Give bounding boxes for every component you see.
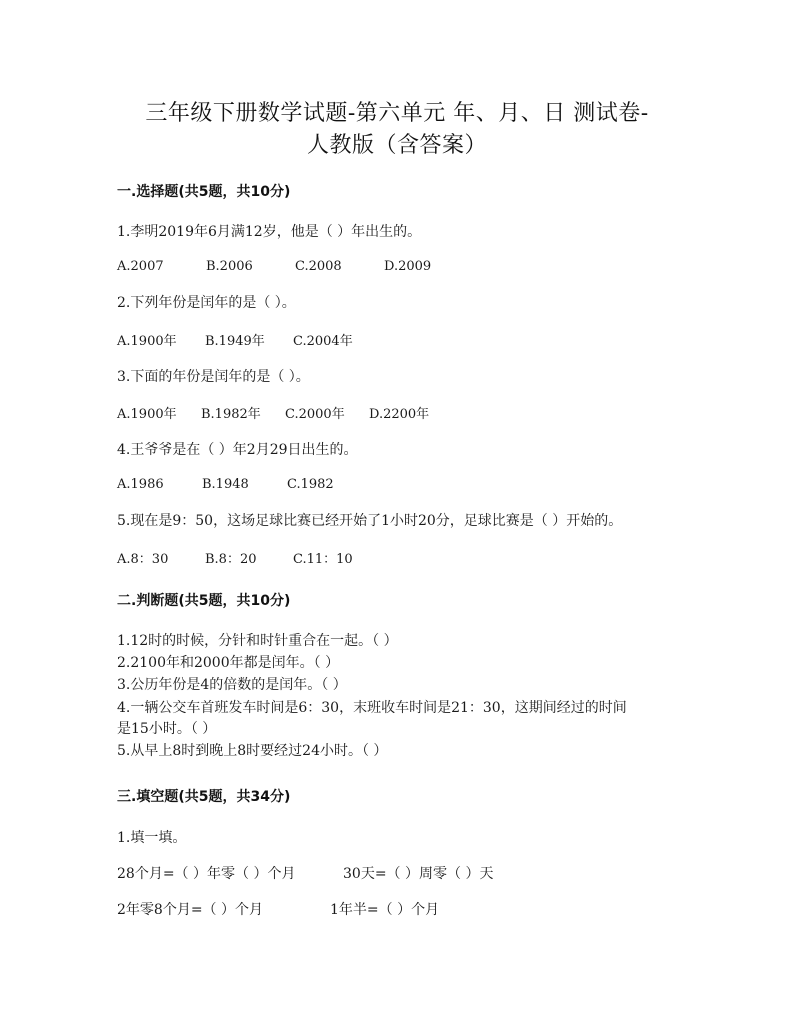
- options-row: [117, 259, 431, 274]
- section-heading-judgement: 二.判断题(共5题，共10分): [117, 593, 291, 609]
- question-text: 5.现在是9：50，这场足球比赛已经开始了1小时20分，足球比赛是（ ）开始的。: [117, 513, 623, 529]
- option: B.1949年: [205, 334, 265, 349]
- judgement-item: 2.2100年和2000年都是闰年。（ ）: [117, 655, 340, 671]
- question-text: 2.下列年份是闰年的是（ ）。: [117, 295, 296, 311]
- option: A.1900年: [117, 407, 177, 422]
- option: A.1986: [117, 477, 164, 492]
- question-text: 3.下面的年份是闰年的是（ ）。: [117, 369, 310, 385]
- option: B.1982年: [201, 407, 261, 422]
- option: D.2009: [384, 259, 432, 274]
- options-row: [117, 330, 353, 349]
- option: B.2006: [206, 259, 253, 274]
- option: A.2007: [117, 259, 164, 274]
- judgement-item-continued: 是15小时。（ ）: [117, 721, 217, 737]
- fill-blank-item: 28个月=（ ）年零（ ）个月: [117, 866, 296, 882]
- option: A.1900年: [117, 334, 177, 349]
- fill-blank-item: 30天=（ ）周零（ ）天: [343, 866, 494, 882]
- judgement-item: 3.公历年份是4的倍数的是闰年。（ ）: [117, 677, 347, 693]
- fill-row: [117, 863, 493, 883]
- judgement-item: 4.一辆公交车首班发车时间是6：30，末班收车时间是21：30，这期间经过的时间: [117, 700, 627, 716]
- question-text: 1.李明2019年6月满12岁，他是（ ）年出生的。: [117, 224, 422, 240]
- option: C.2000年: [285, 407, 345, 422]
- judgement-item: 1.12时的时候，分针和时针重合在一起。（ ）: [117, 633, 398, 649]
- option: C.11：10: [293, 552, 353, 567]
- option: C.2004年: [293, 334, 353, 349]
- section-heading-fill: 三.填空题(共5题，共34分): [117, 789, 291, 805]
- option: A.8：30: [117, 552, 169, 567]
- option: B.8：20: [205, 552, 257, 567]
- option: D.2200年: [369, 407, 430, 422]
- option: B.1948: [202, 477, 249, 492]
- options-row: [117, 403, 429, 422]
- fill-blank-item: 1年半=（ ）个月: [330, 902, 440, 918]
- page-title-line2: 人教版（含答案）: [306, 133, 487, 158]
- options-row: [117, 548, 353, 567]
- page-title-line1: 三年级下册数学试题-第六单元 年、月、日 测试卷-: [145, 101, 649, 126]
- options-row: [117, 477, 334, 492]
- question-text: 4.王爷爷是在（ ）年2月29日出生的。: [117, 442, 358, 458]
- judgement-item: 5.从早上8时到晚上8时要经过24小时。（ ）: [117, 743, 388, 759]
- option: C.1982: [287, 477, 334, 492]
- fill-blank-item: 2年零8个月=（ ）个月: [117, 902, 263, 918]
- question-text: 1.填一填。: [117, 830, 187, 846]
- fill-row: [117, 899, 439, 919]
- option: C.2008: [295, 259, 342, 274]
- section-heading-choice: 一.选择题(共5题，共10分): [117, 184, 291, 200]
